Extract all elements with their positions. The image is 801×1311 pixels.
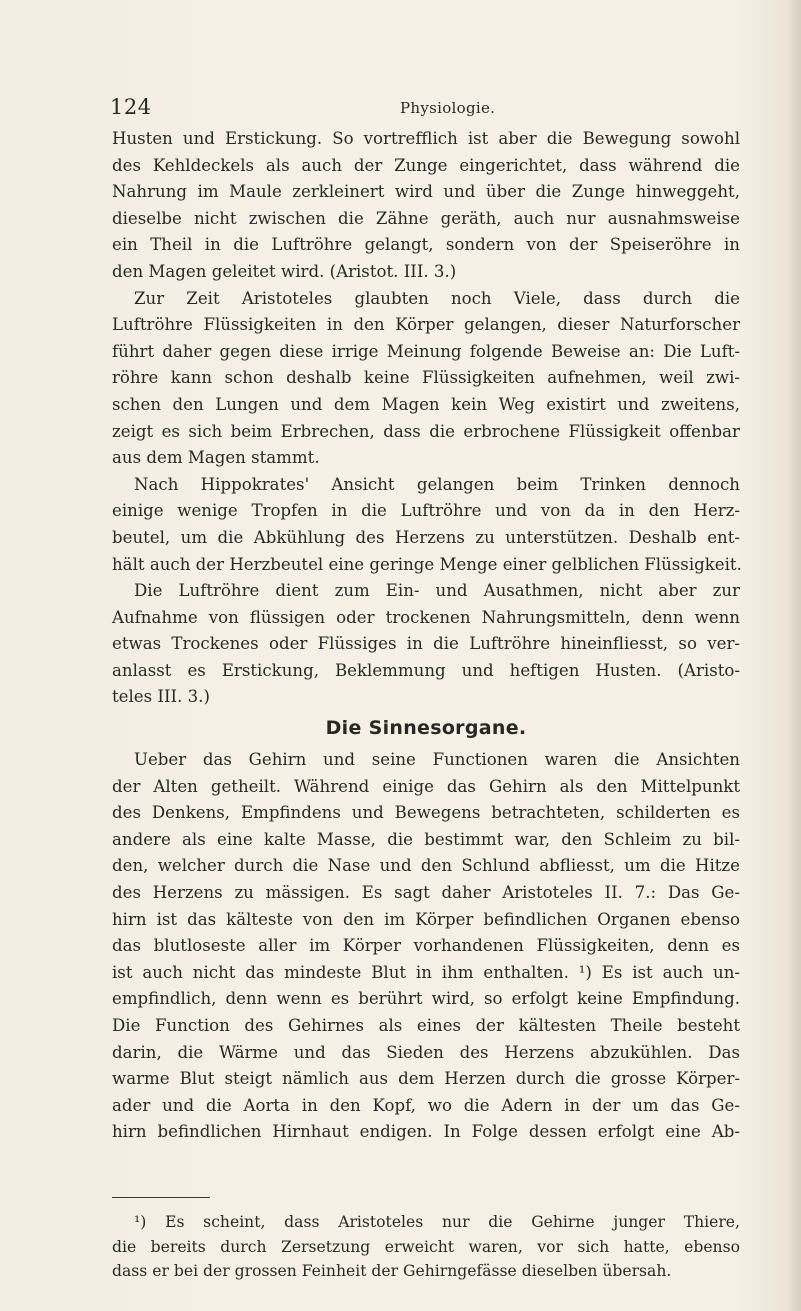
text-line: der Alten getheilt. Während einige das Gehirn als den Mittelpunkt — [112, 776, 740, 796]
footnote-line: die bereits durch Zersetzung erweicht waren, vor sich hatte, ebenso — [112, 1237, 740, 1256]
text-line: ader und die Aorta in den Kopf, wo die Adern in der um das Ge- — [112, 1095, 740, 1115]
text-line: hält auch der Herzbeutel eine geringe Menge einer gelblichen Flüssigkeit. — [112, 554, 742, 574]
text-line: zeigt es sich beim Erbrechen, dass die erbrochene Flüssigkeit offenbar — [112, 421, 740, 441]
text-line: hirn befindlichen Hirnhaut endigen. In Folge dessen erfolgt eine Ab- — [112, 1122, 740, 1142]
text-line: Luftröhre Flüssigkeiten in den Körper gelangen, dieser Naturforscher — [112, 315, 740, 335]
text-line: etwas Trockenes oder Flüssiges in die Luftröhre hineinfliesst, so ver- — [112, 634, 740, 654]
text-line: aus dem Magen stammt. — [112, 448, 320, 468]
text-line: den, welcher durch die Nase und den Schlund abfliesst, um die Hitze — [112, 856, 740, 876]
text-line: Nahrung im Maule zerkleinert wird und über die Zunge hinweggeht, — [112, 182, 740, 202]
text-line: ein Theil in die Luftröhre gelangt, sondern von der Speiseröhre in — [112, 235, 740, 255]
footnote-rule — [112, 1197, 210, 1198]
text-line: empfindlich, denn wenn es berührt wird, so erfolgt keine Empfindung. — [112, 989, 740, 1009]
text-line: Die Luftröhre dient zum Ein- und Ausathmen, nicht aber zur — [134, 581, 740, 601]
text-line: teles III. 3.) — [112, 687, 210, 707]
text-line: führt daher gegen diese irrige Meinung folgende Beweise an: Die Luft- — [112, 341, 740, 361]
footnote — [112, 1210, 740, 1284]
text-line: darin, die Wärme und das Sieden des Herzens abzukühlen. Das — [112, 1042, 740, 1062]
text-line: Ueber das Gehirn und seine Functionen waren die Ansichten — [134, 750, 740, 770]
page-edge-shadow — [787, 0, 801, 1311]
footnote-line: dass er bei der grossen Feinheit der Gehirngefässe dieselben übersah. — [112, 1262, 672, 1280]
text-line: Zur Zeit Aristoteles glaubten noch Viele, dass durch die — [134, 288, 740, 308]
text-line: des Herzens zu mässigen. Es sagt daher Aristoteles II. 7.: Das Ge- — [112, 883, 740, 903]
text-line: ist auch nicht das mindeste Blut in ihm enthalten. ¹) Es ist auch un- — [112, 962, 740, 982]
page-number: 124 — [110, 95, 152, 119]
section-heading: Die Sinnesorgane. — [325, 717, 527, 740]
text-line: des Kehldeckels als auch der Zunge eingerichtet, dass während die — [112, 155, 740, 175]
text-line: hirn ist das kälteste von den im Körper befindlichen Organen ebenso — [112, 909, 740, 929]
page-header — [110, 95, 730, 121]
text-line: warme Blut steigt nämlich aus dem Herzen durch die grosse Körper- — [112, 1069, 740, 1089]
text-line: anlasst es Erstickung, Beklemmung und heftigen Husten. (Aristo- — [112, 660, 740, 680]
text-line: Die Function des Gehirnes als eines der kältesten Theile besteht — [112, 1016, 740, 1035]
footnote-line: ¹) Es scheint, dass Aristoteles nur die Gehirne junger Thiere, — [134, 1213, 740, 1231]
text-line: dieselbe nicht zwischen die Zähne geräth, auch nur ausnahmsweise — [112, 208, 740, 228]
text-line: schen den Lungen und dem Magen kein Weg existirt und zweitens, — [112, 394, 740, 414]
text-line: Aufnahme von flüssigen oder trockenen Nahrungsmitteln, denn wenn — [112, 607, 740, 627]
text-line: röhre kann schon deshalb keine Flüssigkeiten aufnehmen, weil zwi- — [112, 368, 740, 388]
text-line: einige wenige Tropfen in die Luftröhre und von da in den Herz- — [112, 501, 740, 521]
text-line: Nach Hippokrates' Ansicht gelangen beim Trinken dennoch — [134, 474, 740, 494]
running-head: Physiologie. — [400, 99, 496, 117]
text-line: andere als eine kalte Masse, die bestimmt war, den Schleim zu bil- — [112, 829, 740, 849]
text-line: des Denkens, Empfindens und Bewegens betrachteten, schilderten es — [112, 803, 740, 823]
text-line: Husten und Erstickung. So vortrefflich ist aber die Bewegung sowohl — [112, 129, 740, 148]
text-line: das blutloseste aller im Körper vorhandenen Flüssigkeiten, denn es — [112, 936, 740, 956]
main-text — [112, 126, 740, 1146]
text-line: den Magen geleitet wird. (Aristot. III. 3.) — [112, 261, 457, 281]
text-line: beutel, um die Abkühlung des Herzens zu unterstützen. Deshalb ent- — [112, 527, 740, 547]
